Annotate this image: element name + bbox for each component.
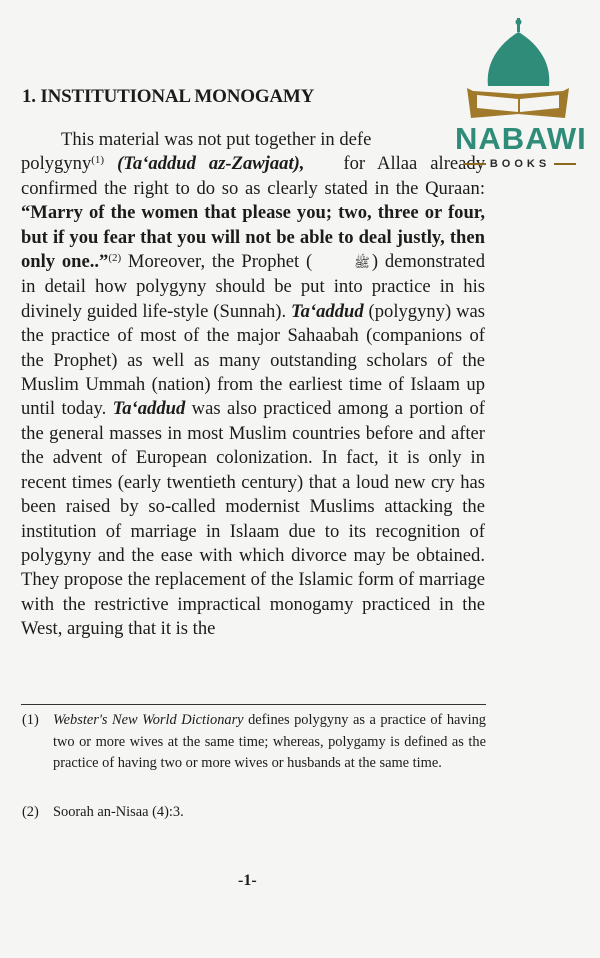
footnote-ref-1: (1) <box>91 154 105 167</box>
logo-subtitle: BOOKS <box>455 158 585 170</box>
publisher-logo <box>455 18 585 168</box>
text-run: Moreover, the Prophet ( <box>121 251 313 273</box>
footnote-number: (1) <box>22 712 39 728</box>
text-run: This material was not put together in defe <box>61 129 372 150</box>
quran-quote: “Marry of the women that please you; two, three or four, but if you fear that you will not be able to deal justly, then only one..” <box>21 202 485 273</box>
page-number: -1- <box>238 872 257 889</box>
footnote-ref-2: (2) <box>108 252 122 265</box>
text-run: for Allaa <box>343 153 418 175</box>
salutation-glyph: ﷺ <box>354 255 370 271</box>
paragraph <box>21 128 485 642</box>
footnote-divider <box>21 704 486 705</box>
section-heading: 1. INSTITUTIONAL MONOGAMY <box>22 86 315 107</box>
logo-name: NABAWI <box>455 121 587 156</box>
text-run: was also practiced among a portion of the general masses in most Muslim countries before and after the advent of European colonization. In fact, it is only in recent times (early twentieth century) that a loud new cry has been raised by so-called modernist Muslims attacking the institution of marriage in Islaam due to its recognition of polygyny and the ease with which divorce may be obtained. They propose the replacement of the Islamic form of marriage with the restrictive impractical monogamy practiced in the West, arguing that it is the <box>21 398 485 640</box>
italic-term: (Ta‘addud az-Zawjaat), <box>117 153 305 175</box>
footnote-1 <box>22 710 486 775</box>
footnote-title: Webster's New World Dictionary <box>53 712 244 728</box>
footnote-number: (2) <box>22 804 39 820</box>
footnote-text: Soorah an-Nisaa (4):3. <box>53 804 184 820</box>
text-run: already confirmed the right to do so as clearly stated in the Quraan: <box>21 153 485 199</box>
italic-term: Ta‘addud <box>112 398 186 420</box>
text-run: ) demonstrated in detail how polygyny should be put into practice in his divinely guided life-style (Sunnah). <box>21 251 486 322</box>
text-run: polygyny <box>21 153 92 175</box>
footnote-text: defines polygyny as a practice of having two or more wives at the same time; whereas, polygamy is defined as the practice of having two or more wives or husbands at the same time. <box>53 712 486 771</box>
text-run: (polygyny) was the practice of most of the major Sahaabah (companions of the Prophet) as well as many outstanding scholars of the Muslim Ummah (nation) from the earliest time of Islaam up until today. <box>21 300 485 420</box>
italic-term: Ta‘addud <box>291 300 364 322</box>
body-text <box>21 128 485 642</box>
mosque-book-icon <box>467 18 573 122</box>
footnote-2 <box>22 802 184 823</box>
